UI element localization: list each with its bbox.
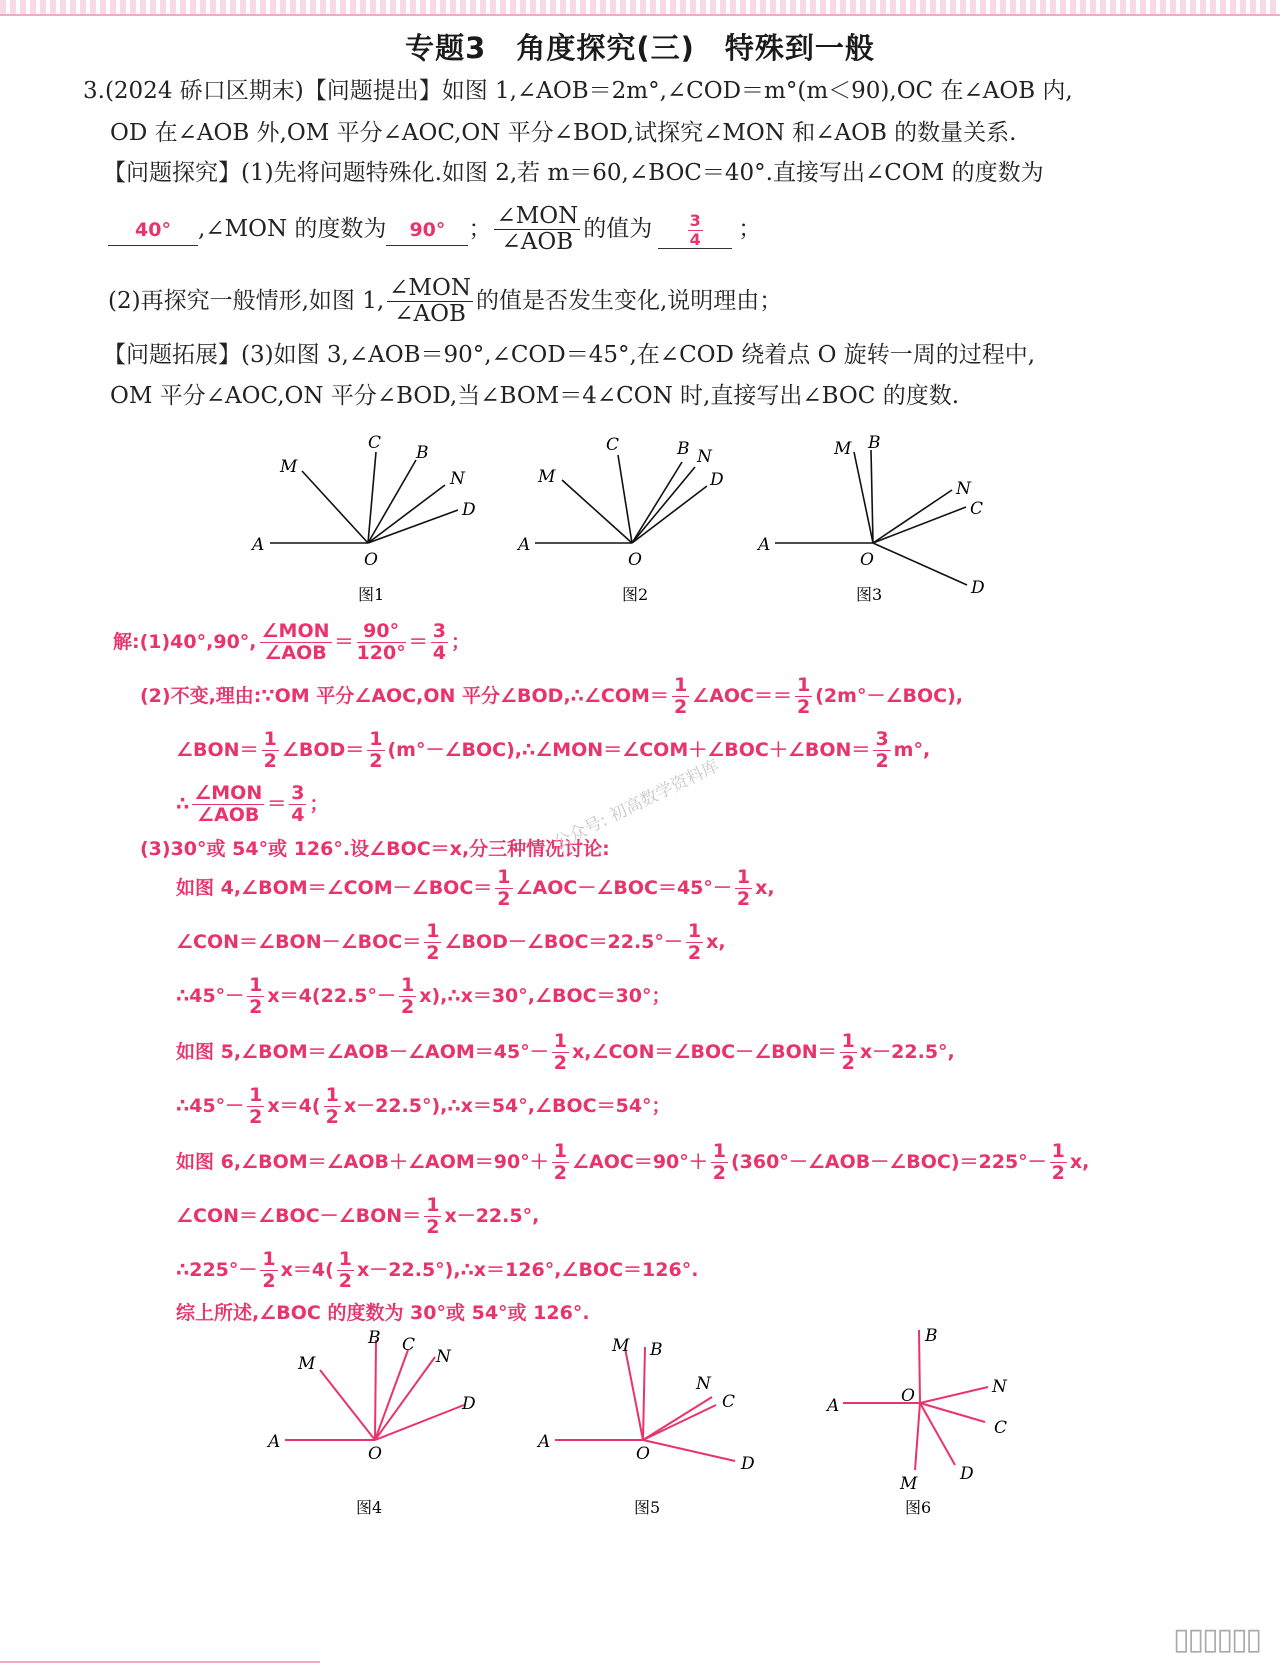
- problem-line-2: OD 在∠AOB 外,OM 平分∠AOC,ON 平分∠BOD,试探究∠MON 和∠AOB 的数量关系.: [110, 120, 1017, 146]
- bottom-decor-line: [0, 1661, 320, 1663]
- solution-line-3b: 如图 4,∠BOM＝∠COM－∠BOC＝ $\frac{1}{2}$ ∠AOC－∠BOC＝45°－ $\frac{1}{2}$ x,: [176, 866, 775, 910]
- fraction-mon-aob: $\frac{\text{∠MON}}{\text{∠AOB}}$: [496, 203, 579, 256]
- answer-blank-com: 40°: [108, 215, 198, 246]
- svg-text:A: A: [518, 535, 531, 555]
- svg-text:M: M: [834, 439, 852, 459]
- answer-blank-mon: 90°: [386, 215, 468, 246]
- solution-line-1: 解:(1)40°,90°, $\frac{\text{∠MON}}{\text{∠AOB}}$ ＝ $\frac{90^\circ}{120^\circ}$ ＝ $\frac{3}{4}$ ；: [113, 620, 470, 664]
- svg-text:B: B: [677, 439, 690, 459]
- figure-2-labels: [516, 435, 724, 604]
- svg-text:A: A: [268, 1432, 281, 1452]
- page-title: 专题3 角度探究(三) 特殊到一般: [405, 31, 875, 65]
- solution-line-2c: ∴ $\frac{\text{∠MON}}{\text{∠AOB}}$ ＝ $\frac{3}{4}$ ；: [176, 782, 329, 826]
- brand-logo-icon: ▯▯▯▯▯▯: [1172, 1622, 1260, 1657]
- solution-line-3d: ∴45°－ $\frac{1}{2}$ x＝4(22.5°－ $\frac{1}{2}$ x),∴x＝30°,∠BOC＝30°；: [176, 974, 671, 1018]
- svg-text:M: M: [298, 1354, 316, 1374]
- svg-text:O: O: [364, 550, 378, 570]
- caption-fig5: 图5: [634, 1498, 661, 1517]
- figure-1-labels: [250, 433, 476, 604]
- svg-text:N: N: [956, 479, 971, 499]
- svg-text:D: D: [710, 470, 724, 490]
- caption-fig6: 图6: [905, 1498, 932, 1517]
- svg-text:B: B: [416, 443, 429, 463]
- problem-line-4: 40° ,∠MON 的度数为 90° ； $\frac{\text{∠MON}}{\text{∠AOB}}$ 的值为 $\frac{3}{4}$ ；: [108, 204, 761, 256]
- solution-line-3c: ∠CON＝∠BON－∠BOC＝ $\frac{1}{2}$ ∠BOD－∠BOC＝22.5°－ $\frac{1}{2}$ x,: [176, 920, 726, 964]
- problem-line-4-after: 的值为: [583, 215, 653, 242]
- svg-text:B: B: [368, 1328, 381, 1348]
- svg-text:D: D: [971, 578, 985, 598]
- solution-line-3a: (3)30°或 54°或 126°.设∠BOC＝x,分三种情况讨论:: [140, 838, 610, 860]
- top-decor-line: [0, 14, 1280, 16]
- svg-text:B: B: [650, 1340, 663, 1360]
- svg-text:M: M: [900, 1474, 918, 1494]
- svg-text:O: O: [368, 1444, 382, 1464]
- svg-text:C: C: [606, 435, 620, 455]
- svg-text:N: N: [697, 447, 712, 467]
- svg-text:A: A: [252, 535, 265, 555]
- caption-fig4: 图4: [356, 1498, 383, 1517]
- solution-line-3f: ∴45°－ $\frac{1}{2}$ x＝4( $\frac{1}{2}$ x－22.5°),∴x＝54°,∠BOC＝54°；: [176, 1084, 671, 1128]
- figure-1: [270, 452, 458, 543]
- svg-text:C: C: [722, 1392, 736, 1412]
- svg-text:M: M: [280, 457, 298, 477]
- svg-text:A: A: [758, 535, 771, 555]
- svg-text:M: M: [612, 1336, 630, 1356]
- svg-text:B: B: [925, 1326, 938, 1346]
- caption-fig1: 图1: [358, 585, 385, 604]
- figures-top: [240, 430, 1060, 610]
- problem-line-4-text: ,∠MON 的度数为: [198, 215, 387, 242]
- figure-2: [535, 455, 707, 543]
- solution-line-3i: ∴225°－ $\frac{1}{2}$ x＝4( $\frac{1}{2}$ x－22.5°),∴x＝126°,∠BOC＝126°.: [176, 1248, 699, 1292]
- svg-text:D: D: [960, 1464, 974, 1484]
- svg-text:C: C: [970, 499, 984, 519]
- solution-line-2a: (2)不变,理由:∵OM 平分∠AOC,ON 平分∠BOD,∴∠COM＝ $\frac{1}{2}$ ∠AOC＝＝ $\frac{1}{2}$ (2m°－∠BOC),: [140, 674, 963, 718]
- svg-text:A: A: [538, 1432, 551, 1452]
- figures-bottom: [250, 1325, 1050, 1560]
- svg-text:N: N: [696, 1374, 711, 1394]
- svg-text:M: M: [538, 467, 556, 487]
- solution-line-3e: 如图 5,∠BOM＝∠AOB－∠AOM＝45°－ $\frac{1}{2}$ x,∠CON＝∠BOC－∠BON＝ $\frac{1}{2}$ x－22.5°,: [176, 1030, 955, 1074]
- problem-line-5: (2)再探究一般情形,如图 1, $\frac{\text{∠MON}}{\text{∠AOB}}$ 的值是否发生变化,说明理由；: [108, 275, 783, 328]
- svg-text:O: O: [901, 1386, 915, 1406]
- svg-text:C: C: [368, 433, 382, 453]
- svg-text:B: B: [868, 433, 881, 453]
- svg-text:A: A: [827, 1396, 840, 1416]
- svg-text:N: N: [992, 1377, 1007, 1397]
- problem-line-7: OM 平分∠AOC,ON 平分∠BOD,当∠BOM＝4∠CON 时,直接写出∠BOC 的度数.: [110, 383, 960, 409]
- svg-text:O: O: [628, 550, 642, 570]
- caption-fig2: 图2: [622, 585, 649, 604]
- svg-text:C: C: [402, 1335, 416, 1355]
- svg-text:N: N: [436, 1347, 451, 1367]
- svg-text:O: O: [636, 1444, 650, 1464]
- svg-text:D: D: [462, 1394, 476, 1414]
- top-decor-band: [0, 0, 1280, 14]
- figure-4-labels: [266, 1328, 476, 1517]
- problem-line-6: 【问题拓展】(3)如图 3,∠AOB＝90°,∠COD＝45°,在∠COD 绕着点 O 旋转一周的过程中,: [103, 342, 1036, 368]
- svg-text:C: C: [994, 1418, 1008, 1438]
- svg-text:D: D: [741, 1454, 755, 1474]
- solution-line-3h: ∠CON＝∠BOC－∠BON＝ $\frac{1}{2}$ x－22.5°,: [176, 1194, 540, 1238]
- problem-line-3: 【问题探究】(1)先将问题特殊化.如图 2,若 m＝60,∠BOC＝40°.直接写出∠COM 的度数为: [103, 160, 1044, 186]
- solution-conclusion: 综上所述,∠BOC 的度数为 30°或 54°或 126°.: [176, 1302, 590, 1324]
- solution-line-3g: 如图 6,∠BOM＝∠AOB＋∠AOM＝90°＋ $\frac{1}{2}$ ∠AOC＝90°＋ $\frac{1}{2}$ (360°－∠AOB－∠BOC)＝225°－ $\frac{1}{2}$ x,: [176, 1140, 1090, 1184]
- problem-line-1: 3.(2024 硚口区期末)【问题提出】如图 1,∠AOB＝2m°,∠COD＝m°(m＜90),OC 在∠AOB 内,: [83, 78, 1073, 104]
- caption-fig3: 图3: [856, 585, 883, 604]
- svg-text:D: D: [462, 500, 476, 520]
- svg-text:N: N: [450, 469, 465, 489]
- fraction-mon-aob-2: $\frac{\text{∠MON}}{\text{∠AOB}}$: [389, 275, 471, 328]
- solution-line-2b: ∠BON＝ $\frac{1}{2}$ ∠BOD＝ $\frac{1}{2}$ (m°－∠BOC),∴∠MON＝∠COM＋∠BOC＋∠BON＝ $\frac{3}{2}$ m°,: [176, 728, 931, 772]
- svg-text:O: O: [860, 550, 874, 570]
- watermark-text: 公众号: 初高数学资料库: [550, 756, 723, 854]
- answer-blank-ratio: $\frac{3}{4}$: [658, 212, 732, 249]
- figure-6: [843, 1330, 988, 1470]
